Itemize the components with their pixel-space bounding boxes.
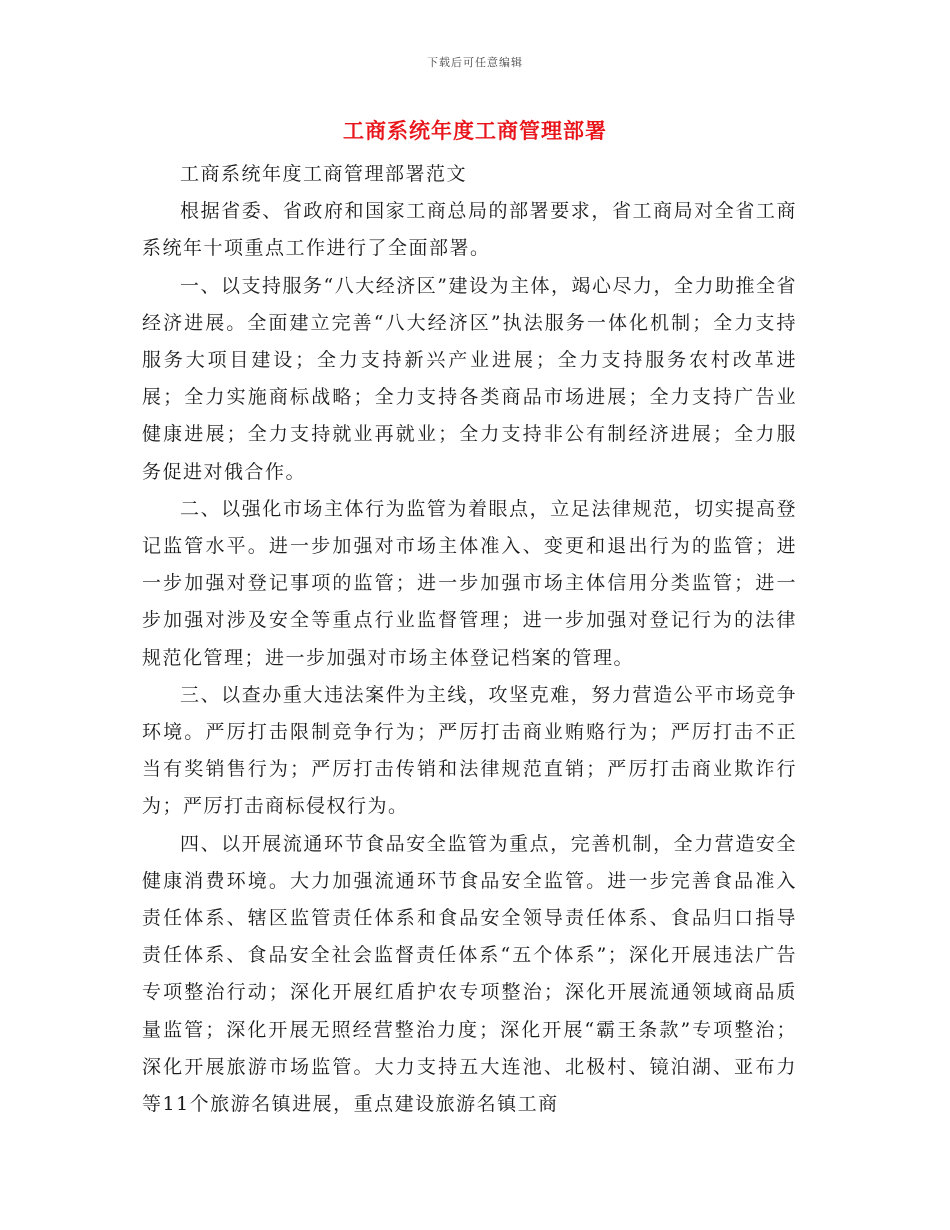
document-body [142, 156, 797, 1123]
paragraph-section-2: 二、以强化市场主体行为监管为着眼点，立足法律规范，切实提高登记监管水平。进一步加强对市场主体准入、变更和退出行为的监管；进一步加强对登记事项的监管；进一步加强市场主体信用分类监管；进一步加强对涉及安全等重点行业监督管理；进一步加强对登记行为的法律规范化管理；进一步加强对市场主体登记档案的管理。 [142, 497, 797, 669]
paragraph-section-4: 四、以开展流通环节食品安全监管为重点，完善机制，全力营造安全健康消费环境。大力加强流通环节食品安全监管。进一步完善食品准入责任体系、辖区监管责任体系和食品安全领导责任体系、食品归口指导责任体系、食品安全社会监督责任体系“五个体系”；深化开展违法广告专项整治行动；深化开展红盾护农专项整治；深化开展流通领域商品质量监管；深化开展无照经营整治力度；深化开展“霸王条款”专项整治；深化开展旅游市场监管。大力支持五大连池、北极村、镜泊湖、亚布力等11个旅游名镇进展，重点建设旅游名镇工商 [142, 832, 797, 1116]
header-note: 下载后可任意编辑 [427, 56, 523, 69]
paragraph-section-3: 三、以查办重大违法案件为主线，攻坚克难，努力营造公平市场竞争环境。严厉打击限制竞争行为；严厉打击商业贿赂行为；严厉打击不正当有奖销售行为；严厉打击传销和法律规范直销；严厉打击商业欺诈行为；严厉打击商标侵权行为。 [142, 683, 797, 818]
paragraph-subtitle: 工商系统年度工商管理部署范文 [180, 163, 468, 185]
document-title: 工商系统年度工商管理部署 [343, 118, 607, 143]
paragraph-intro: 根据省委、省政府和国家工商总局的部署要求，省工商局对全省工商系统年十项重点工作进行了全面部署。 [142, 200, 797, 260]
paragraph-section-1: 一、以支持服务“八大经济区”建设为主体，竭心尽力，全力助推全省经济进展。全面建立完善“八大经济区”执法服务一体化机制；全力支持服务大项目建设；全力支持新兴产业进展；全力支持服务农村改革进展；全力实施商标战略；全力支持各类商品市场进展；全力支持广告业健康进展；全力支持就业再就业；全力支持非公有制经济进展；全力服务促进对俄合作。 [142, 274, 797, 483]
